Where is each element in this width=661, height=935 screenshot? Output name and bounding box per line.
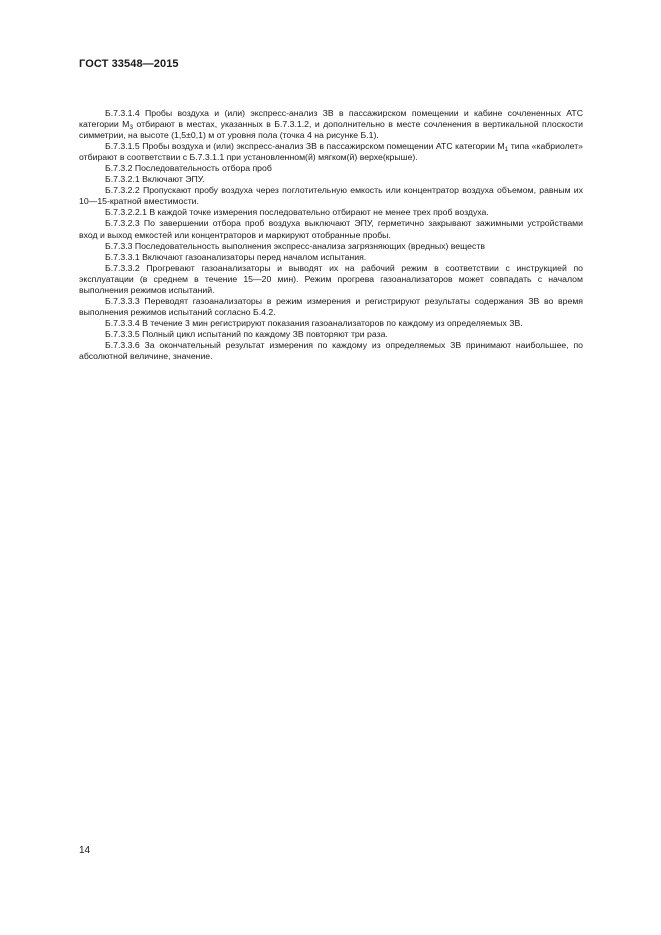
paragraph bbox=[79, 141, 583, 163]
paragraph bbox=[79, 174, 583, 185]
paragraph bbox=[79, 296, 583, 318]
standard-designation: ГОСТ 33548—2015 bbox=[79, 58, 179, 70]
paragraph bbox=[79, 329, 583, 340]
paragraph-text: Б.7.3.3.4 В течение 3 мин регистрируют показания газоанализаторов по каждому из определяемых ЗВ. bbox=[105, 317, 523, 328]
subscript: 3 bbox=[129, 124, 134, 132]
paragraph bbox=[79, 318, 583, 329]
paragraph bbox=[79, 252, 583, 263]
paragraph bbox=[79, 218, 583, 240]
paragraph-text: Б.7.3.3.5 Полный цикл испытаний по каждому ЗВ повторяют три раза. bbox=[105, 328, 388, 339]
paragraph-text: Б.7.3.3 Последовательность выполнения экспресс-анализа загрязняющих (вредных) веществ bbox=[105, 240, 485, 251]
body-text bbox=[79, 108, 583, 362]
paragraph bbox=[79, 163, 583, 174]
paragraph bbox=[79, 263, 583, 296]
paragraph-text: Б.7.3.1.4 Пробы воздуха и (или) экспресс-анализ ЗВ в пассажирском помещении и кабине сочлененных АТС категории М bbox=[79, 108, 583, 130]
paragraph-text: Б.7.3.3.6 За окончательный результат измерения по каждому из определяемых ЗВ принимают наибольшее, по абсолютной величине, значение. bbox=[79, 339, 583, 362]
paragraph-text: Б.7.3.3.2 Прогревают газоанализаторы и выводят их на рабочий режим в соответствии с инструкцией по эксплуатации (в среднем в течение 15—20 мин). Режим прогрева газоанализаторов может совпадать с началом выполнения режимов испытаний. bbox=[79, 262, 583, 295]
paragraph bbox=[79, 108, 583, 141]
paragraph-text: Б.7.3.2 Последовательность отбора проб bbox=[105, 163, 272, 174]
subscript: 1 bbox=[504, 146, 509, 154]
paragraph-text: Б.7.3.2.2 Пропускают пробу воздуха через поглотительную емкость или концентратор воздуха объемом, равным их 10—15-кратной вместимости. bbox=[79, 185, 583, 207]
paragraph bbox=[79, 207, 583, 218]
paragraph-text: Б.7.3.2.3 По завершении отбора проб воздуха выключают ЭПУ, герметично закрывают зажимными устройствами вход и выход емкостей или концентраторов и маркируют отобранные пробы. bbox=[79, 218, 583, 240]
paragraph bbox=[79, 340, 583, 362]
paragraph-text: Б.7.3.2.2.1 В каждой точке измерения последовательно отбирают не менее трех проб воздуха. bbox=[105, 207, 489, 218]
paragraph bbox=[79, 185, 583, 207]
paragraph-text: Б.7.3.3.3 Переводят газоанализаторы в режим измерения и регистрируют результаты содержания ЗВ во время выполнения режимов испытаний согласно Б.4.2. bbox=[79, 295, 583, 317]
page-number: 14 bbox=[79, 845, 91, 856]
paragraph-text-cont: типа «кабриолет» отбирают в соответствии с Б.7.3.1.1 при установленном(й) мягком(й) верхе(крыше). bbox=[79, 141, 584, 163]
paragraph-text: Б.7.3.2.1 Включают ЭПУ. bbox=[105, 174, 205, 185]
paragraph-text: Б.7.3.1.5 Пробы воздуха и (или) экспресс-анализ ЗВ в пассажирском помещении АТС категории М bbox=[105, 141, 505, 152]
paragraph-text: Б.7.3.3.1 Включают газоанализаторы перед началом испытания. bbox=[105, 251, 367, 262]
paragraph bbox=[79, 241, 583, 252]
paragraph-text-cont: отбирают в местах, указанных в Б.7.3.1.2, и дополнительно в месте сочленения в вертикальной плоскости симметрии, на высоте (1,5±0,1) м от уровня пола (точка 4 на рисунке Б.1). bbox=[79, 119, 583, 141]
